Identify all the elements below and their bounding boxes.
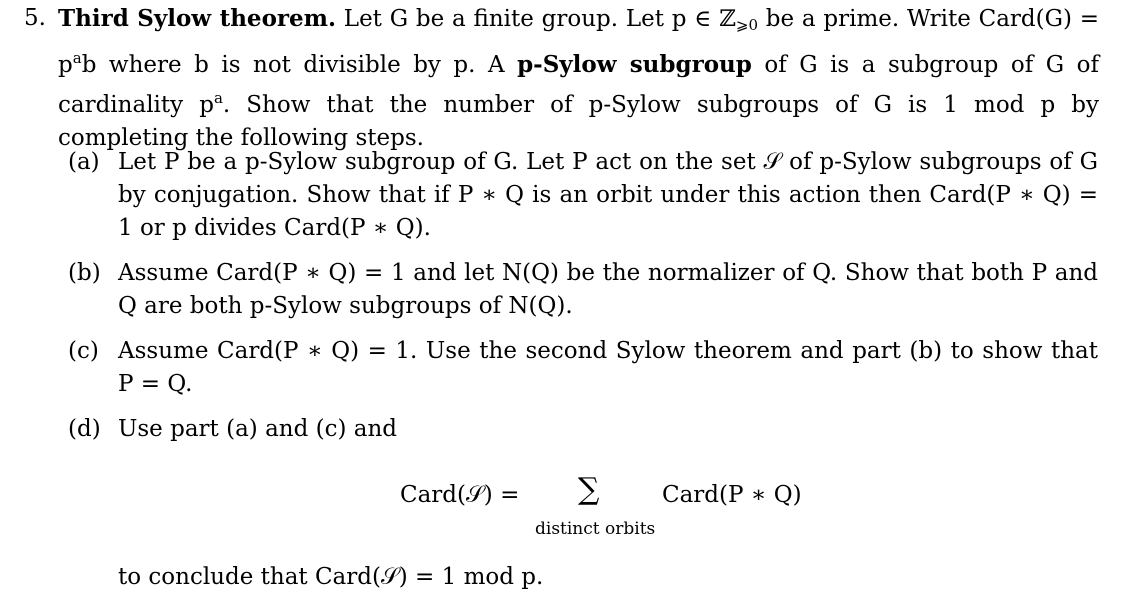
display-equation bbox=[400, 472, 820, 545]
intro-text-2: be a prime. Write Card(G) = p bbox=[58, 6, 1099, 78]
part-a-text: Let P be a p-Sylow subgroup of G. Let P act on the set 𝒮 of p-Sylow subgroups of G by conjugation. Show that if P ∗ Q is an orbit under this action then Card(P ∗ Q) = 1 or p divides Card(P ∗ Q). bbox=[118, 149, 1098, 241]
part-b bbox=[68, 257, 1098, 323]
part-a-label: (a) bbox=[68, 149, 100, 175]
part-d-text: Use part (a) and (c) and bbox=[118, 416, 398, 442]
problem-intro bbox=[58, 2, 1099, 155]
intro-subscript: ⩾0 bbox=[735, 16, 758, 34]
intro-text-5: . Show that the number of p-Sylow subgroups of G is 1 mod p by completing the following steps. bbox=[58, 92, 1099, 151]
problem-statement bbox=[24, 2, 1099, 155]
part-d bbox=[68, 413, 1098, 446]
part-b-label: (b) bbox=[68, 260, 101, 286]
part-b-text: Assume Card(P ∗ Q) = 1 and let N(Q) be the normalizer of Q. Show that both P and Q are both p-Sylow subgroups of N(Q). bbox=[118, 260, 1098, 319]
summation-index: distinct orbits bbox=[535, 519, 656, 539]
equation-rhs: Card(P ∗ Q) bbox=[662, 482, 802, 508]
part-d-label: (d) bbox=[68, 416, 101, 442]
problem-number: 5. bbox=[24, 5, 46, 31]
part-c bbox=[68, 335, 1098, 401]
intro-text-1: Let G be a finite group. Let p ∈ ℤ bbox=[336, 6, 736, 32]
summation-sign: ∑ bbox=[578, 472, 600, 507]
part-c-text: Assume Card(P ∗ Q) = 1. Use the second Sylow theorem and part (b) to show that P = Q. bbox=[118, 338, 1098, 397]
part-c-label: (c) bbox=[68, 338, 99, 364]
intro-text-3: b where b is not divisible by p. A bbox=[81, 52, 518, 78]
problem-title: Third Sylow theorem. bbox=[58, 5, 337, 32]
intro-text-4: of G is a subgroup of G of cardinality p bbox=[58, 52, 1099, 118]
intro-superscript-2: a bbox=[213, 89, 223, 107]
definition-term: p-Sylow subgroup bbox=[517, 51, 752, 78]
part-a bbox=[68, 146, 1098, 245]
intro-superscript-1: a bbox=[72, 49, 82, 67]
conclusion-text: to conclude that Card(𝒮) = 1 mod p. bbox=[118, 564, 544, 590]
equation-lhs: Card(𝒮) = bbox=[400, 482, 520, 508]
